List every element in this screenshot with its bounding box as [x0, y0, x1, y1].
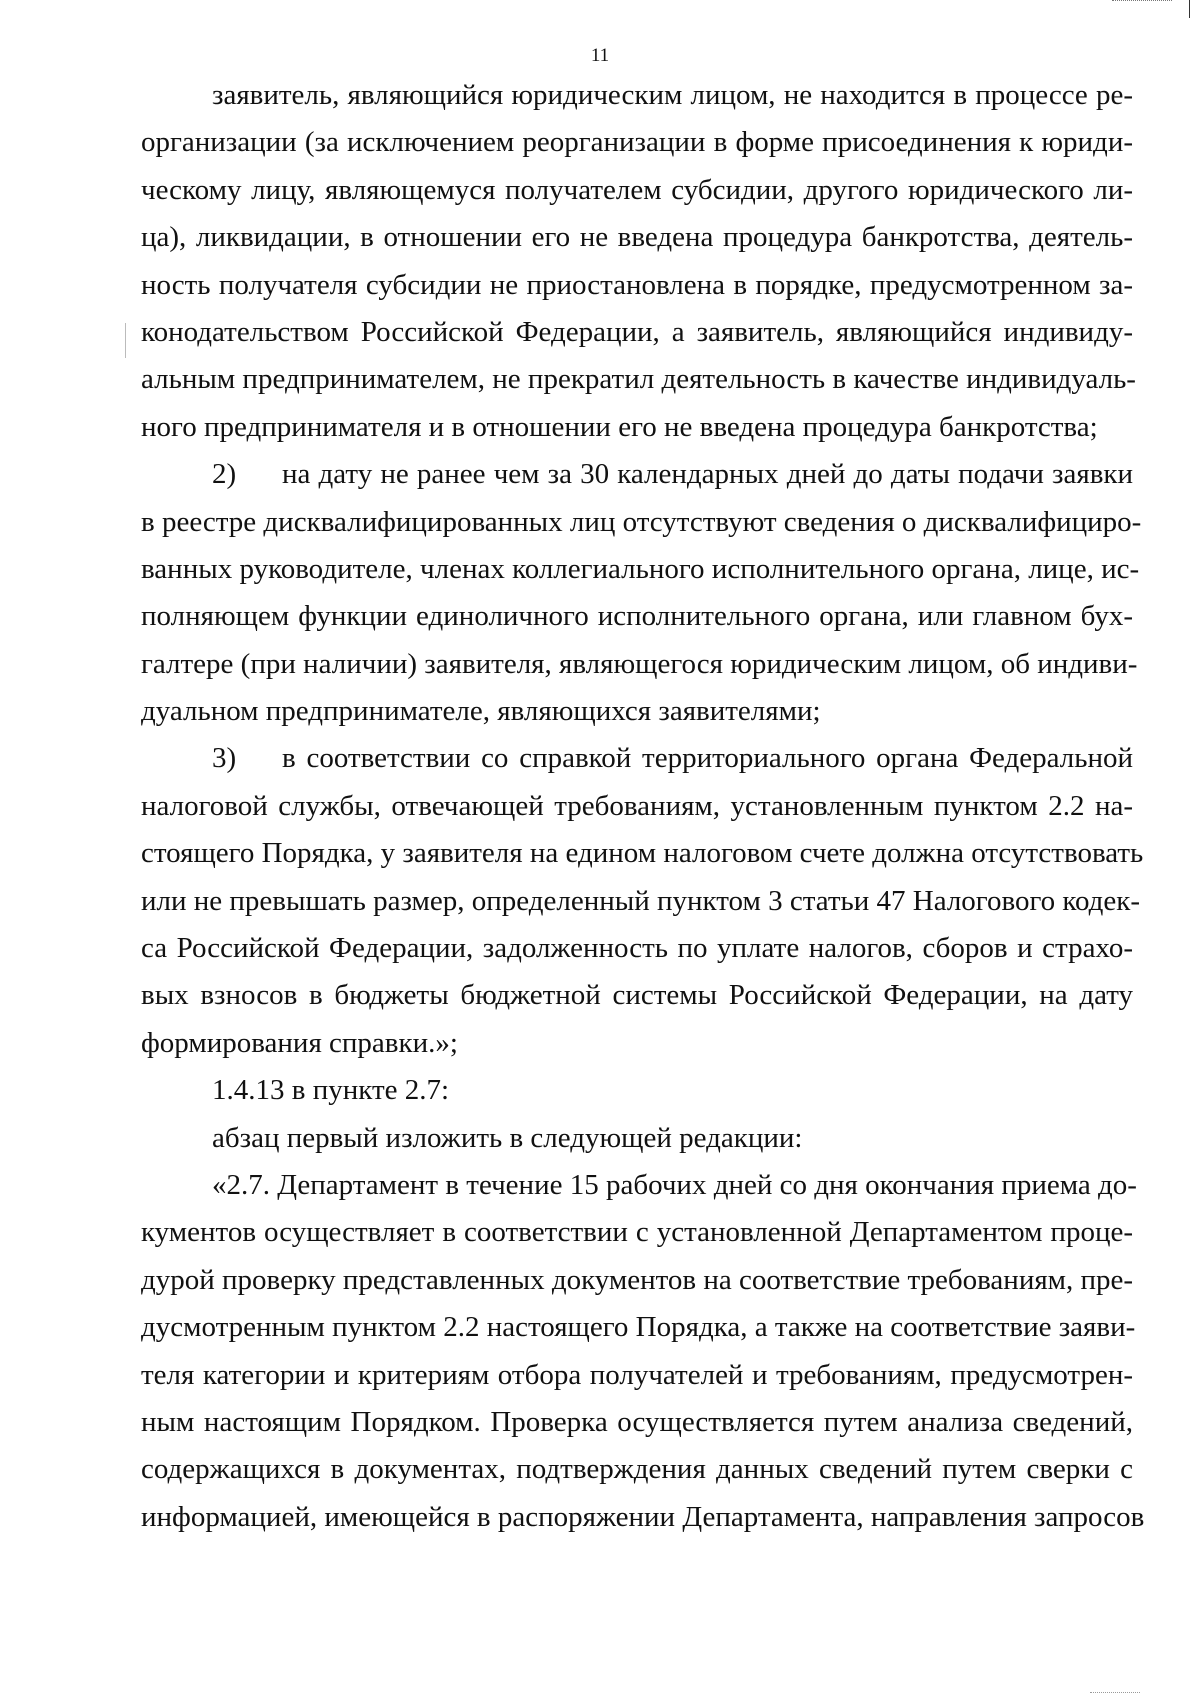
list-item-number: 3)	[212, 742, 237, 775]
text-line: ность получателя субсидии не приостановлена в порядке, предусмотренном за-	[141, 268, 1133, 301]
text-line: альным предпринимателем, не прекратил деятельность в качестве индивидуаль-	[141, 363, 1136, 396]
text-line: 1.4.13 в пункте 2.7:	[212, 1074, 450, 1107]
text-line: дусмотренным пунктом 2.2 настоящего Порядка, а также на соответствие заяви-	[141, 1311, 1136, 1344]
text-line: дуальном предпринимателе, являющихся заявителями;	[141, 695, 821, 728]
text-line: ного предпринимателя и в отношении его не введена процедура банкротства;	[141, 410, 1098, 443]
text-line: ным настоящим Порядком. Проверка осуществляется путем анализа сведений,	[141, 1405, 1133, 1438]
text-line-content: в соответствии со справкой территориального органа Федеральной	[282, 742, 1133, 775]
text-line: ческому лицу, являющемуся получателем субсидии, другого юридического ли-	[141, 173, 1133, 206]
list-item-number: 2)	[212, 458, 237, 491]
text-line: ца), ликвидации, в отношении его не введена процедура банкротства, деятель-	[141, 221, 1133, 254]
page-number: 11	[590, 45, 610, 66]
paragraph-new-text	[141, 1162, 1145, 1541]
paragraph-subclause	[141, 1067, 1133, 1114]
text-line	[141, 735, 1133, 782]
text-line: информацией, имеющейся в распоряжении Департамента, направления запросов	[141, 1500, 1145, 1533]
text-line: в реестре дисквалифицированных лиц отсутствуют сведения о дисквалифициро-	[141, 505, 1142, 538]
text-line: дурой проверку представленных документов на соответствие требованиям, пре-	[141, 1263, 1134, 1296]
document-body	[141, 72, 1145, 1541]
text-line: содержащихся в документах, подтверждения данных сведений путем сверки с	[141, 1453, 1133, 1486]
text-line: галтере (при наличии) заявителя, являющегося юридическим лицом, об индиви-	[141, 647, 1138, 680]
paragraph-1	[141, 72, 1136, 451]
text-line: конодательством Российской Федерации, а заявитель, являющийся индивиду-	[141, 315, 1133, 348]
scan-edge-mark	[1112, 0, 1172, 3]
text-line: са Российской Федерации, задолженность по уплате налогов, сборов и страхо-	[141, 932, 1133, 965]
text-line: или не превышать размер, определенный пунктом 3 статьи 47 Налогового кодек-	[141, 884, 1141, 917]
text-line: организации (за исключением реорганизации в форме присоединения к юриди-	[141, 126, 1133, 159]
text-line: заявитель, являющийся юридическим лицом, не находится в процессе ре-	[212, 79, 1133, 111]
text-line: ванных руководителе, членах коллегиального исполнительного органа, лице, ис-	[141, 552, 1140, 585]
text-line: теля категории и критериям отбора получателей и требованиям, предусмотрен-	[141, 1358, 1133, 1391]
list-item-2	[141, 451, 1142, 735]
text-line: «2.7. Департамент в течение 15 рабочих дней со дня окончания приема до-	[212, 1168, 1137, 1201]
text-line: вых взносов в бюджеты бюджетной системы Российской Федерации, на дату	[141, 979, 1133, 1012]
text-line: формирования справки.»;	[141, 1026, 458, 1059]
scan-edge-mark	[1189, 0, 1190, 18]
scan-edge-mark	[125, 323, 126, 358]
scan-edge-mark	[1090, 1692, 1140, 1695]
text-line	[141, 451, 1133, 498]
paragraph-instruction	[141, 1115, 1133, 1162]
list-item-3	[141, 735, 1144, 1067]
text-line: абзац первый изложить в следующей редакции:	[212, 1121, 803, 1154]
text-line-content: на дату не ранее чем за 30 календарных дней до даты подачи заявки	[282, 458, 1133, 491]
text-line: налоговой службы, отвечающей требованиям, установленным пунктом 2.2 на-	[141, 789, 1133, 822]
text-line: полняющем функции единоличного исполнительного органа, или главном бух-	[141, 600, 1133, 633]
text-line: стоящего Порядка, у заявителя на едином налоговом счете должна отсутствовать	[141, 837, 1144, 870]
text-line: кументов осуществляет в соответствии с установленной Департаментом проце-	[141, 1216, 1133, 1249]
